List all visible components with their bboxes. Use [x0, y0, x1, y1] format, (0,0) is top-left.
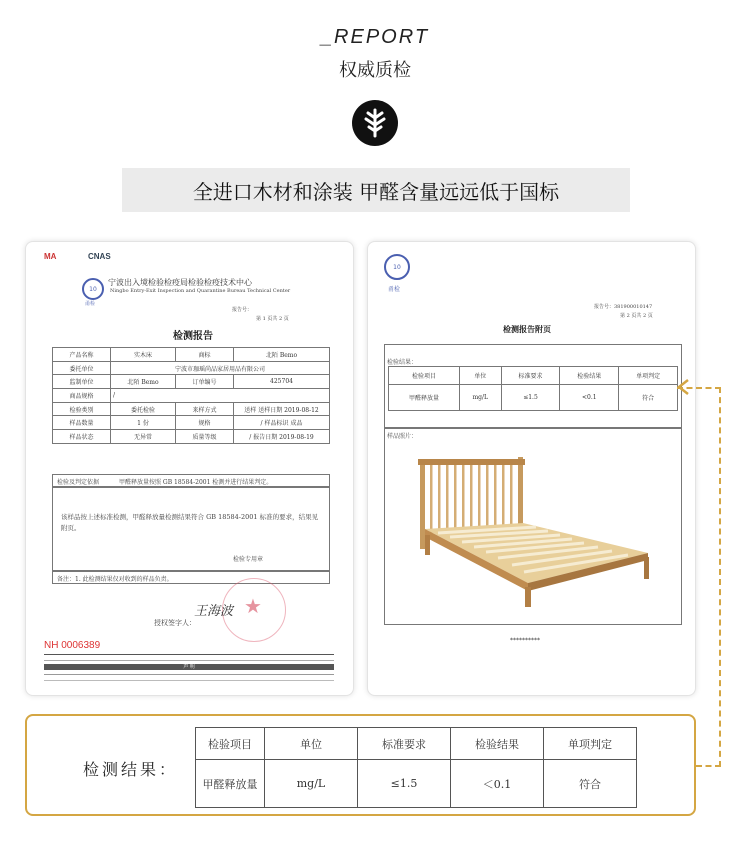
- table-row: 委托单位 宁波市珈瑶尚品家居用品有限公司: [53, 361, 330, 375]
- table-row: 甲醛释放量 mg/L ≤1.5 <0.1 符合: [389, 385, 678, 411]
- conclusion-text: 该样品按上述标准检测，甲醛释放量检测结果符合 GB 18584-2001 标准的要求，结果见附页。: [61, 513, 319, 532]
- report-number: 报告号：381900010147: [594, 304, 653, 310]
- bed-photo: [408, 447, 658, 607]
- footer-divider: [44, 654, 334, 655]
- headline-text: 全进口木材和涂装 甲醛含量远远低于国标: [192, 179, 560, 204]
- report-title: 检测报告: [173, 331, 213, 342]
- table-cell: mg/L: [265, 760, 358, 808]
- dashed-connector: [677, 387, 721, 767]
- inspection-seal-label: 检验专用章: [233, 556, 264, 563]
- page-number: 第 1 页共 2 页: [256, 316, 289, 322]
- table-row: [196, 760, 637, 808]
- section-subtitle: 权威质检: [339, 60, 411, 81]
- table-row: [196, 728, 637, 760]
- table-row: 检验类别 委托检验 来样方式 送样 送样日期 2019-08-12: [53, 402, 330, 416]
- org-badge-icon: 10: [82, 278, 104, 300]
- org-badge-label: 甬检: [85, 301, 96, 307]
- result-label: 检测结果：: [83, 760, 179, 779]
- result-table: [195, 727, 637, 808]
- standard-row: 检验及判定依据 甲醛释放量按照 GB 18584-2001 检测并进行结果判定。: [52, 474, 330, 487]
- table-cell: 甲醛释放量: [196, 760, 265, 808]
- table-row: 样品数量 1 份 规格 / 样品标识 成品: [53, 416, 330, 430]
- leaf-logo-icon: [352, 100, 398, 146]
- table-header: 检验结果: [451, 728, 544, 760]
- table-header: 标准要求: [358, 728, 451, 760]
- signature: 王海波: [194, 604, 234, 619]
- table-cell: ＜0.1: [451, 760, 544, 808]
- photo-section-label: 样品照片：: [387, 433, 418, 440]
- footer-divider: [44, 660, 334, 661]
- report-info-table: [52, 347, 330, 444]
- footer-divider: [44, 674, 334, 675]
- footer-divider: [44, 680, 334, 681]
- end-mark: **********: [510, 637, 540, 644]
- report-number: 报告号：: [232, 307, 253, 313]
- serial-number: NH 0006389: [44, 640, 101, 651]
- cma-logo-icon: MA: [44, 252, 57, 261]
- approver-label: 授权签字人：: [154, 619, 196, 627]
- table-row: 商品规格 /: [53, 389, 330, 403]
- conclusion-box: [52, 487, 330, 571]
- cnas-logo-icon: CNAS: [88, 252, 111, 261]
- table-cell: ≤1.5: [358, 760, 451, 808]
- page-number: 第 2 页共 2 页: [620, 313, 653, 319]
- table-row: 检验项目 单位 标准要求 检验结果 单项判定: [389, 367, 678, 385]
- arrow-left-icon: [676, 378, 690, 396]
- table-header: 单项判定: [544, 728, 637, 760]
- table-header: 检验项目: [196, 728, 265, 760]
- table-row: 样品状态 无异常 质量等级 / 报告日期 2019-08-19: [53, 430, 330, 444]
- org-badge-label: 甬检: [388, 286, 401, 293]
- headline-banner: [122, 168, 630, 212]
- org-badge-icon: 10: [384, 254, 410, 280]
- appendix-title: 检测报告附页: [503, 324, 551, 334]
- footer-band: 声 明: [44, 664, 334, 670]
- appendix-results-table: [388, 366, 678, 411]
- report-label: _REPORT: [320, 26, 430, 48]
- table-cell: 符合: [544, 760, 637, 808]
- note-row: 备注：1. 此检测结果仅对收到的样品负责。: [52, 571, 330, 584]
- table-row: 监制单位 北陌 Bemo 订单编号 425704: [53, 375, 330, 389]
- test-report-page-1: [25, 241, 354, 696]
- stamp-star-icon: ★: [244, 594, 262, 618]
- results-section-label: 检验结果：: [387, 359, 418, 366]
- org-name-en: Ningbo Entry-Exit Inspection and Quarantine Bureau Technical Center: [110, 288, 291, 294]
- table-row: 产品名称 实木床 商标 北陌 Bemo: [53, 348, 330, 362]
- table-header: 单位: [265, 728, 358, 760]
- test-report-appendix: [367, 241, 696, 696]
- org-name-cn: 宁波出入境检验检疫局检验检疫技术中心: [108, 278, 252, 287]
